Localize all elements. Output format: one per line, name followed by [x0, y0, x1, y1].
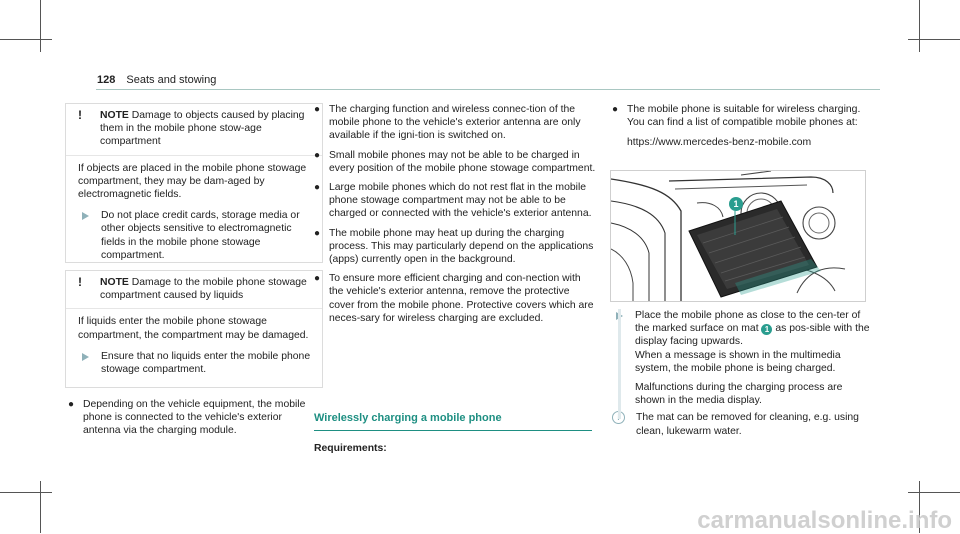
crop-mark: [908, 492, 960, 493]
header-rule: [96, 89, 880, 90]
crop-mark: [0, 39, 52, 40]
requirements-label: Requirements:: [314, 443, 387, 454]
crop-mark: [908, 39, 960, 40]
instruction-result: When a message is shown in the multimedia system, the mobile phone is being charged.: [635, 349, 841, 374]
instruction-block: [610, 309, 872, 438]
watermark: carmanualsonline.info: [697, 506, 952, 534]
bullet-icon: ●: [314, 227, 321, 239]
note-title: [100, 276, 314, 302]
bullet-icon: ●: [314, 273, 321, 285]
list-item: [314, 103, 596, 143]
instruction-bar: [618, 309, 621, 419]
list-item-text: To ensure more efficient charging and con-nection with the vehicle's exterior antenna, remove the protective cover from the mobile phone. Protective covers which are neces-sary for wireless charging are excluded.: [329, 273, 594, 324]
warning-icon: !: [78, 108, 82, 122]
section-title: Wirelessly charging a mobile phone: [314, 412, 502, 424]
note-text: If objects are placed in the mobile phone stowage compartment, they may be dam-aged by electromagnetic fields.: [78, 162, 307, 201]
section-rule: [314, 430, 592, 431]
console-illustration: [610, 170, 866, 302]
instruction-step: [610, 309, 872, 407]
bullet-icon: ●: [612, 104, 619, 115]
list-item-text: Large mobile phones which do not rest flat in the mobile phone stowage compartment may not be able to be charged or connected with the vehicle's exterior antenna.: [329, 182, 592, 220]
crop-mark: [40, 0, 41, 52]
step-arrow-icon: [82, 212, 89, 220]
bullet-icon: ●: [314, 182, 321, 194]
note-title-text: Damage to objects caused by placing them in the mobile phone stow-age compartment: [100, 110, 305, 148]
list-item: [314, 149, 596, 175]
note-title-text: Damage to the mobile phone stowage compartment caused by liquids: [100, 277, 307, 302]
crop-mark: [0, 492, 52, 493]
instruction-text-after: as pos-sible with the display facing upwards.: [635, 323, 870, 348]
crop-mark: [919, 0, 920, 52]
right-bullet-list: [612, 103, 874, 156]
list-item: [314, 227, 596, 267]
page-number: 128: [97, 74, 116, 86]
info-text: The mat can be removed for cleaning, e.g. using clean, lukewarm water.: [636, 412, 859, 437]
bullet-icon: ●: [314, 149, 321, 161]
list-item: [314, 181, 596, 221]
step-arrow-icon: [82, 353, 89, 361]
note-body: [66, 156, 322, 272]
note-step: [78, 209, 314, 262]
note-box-liquids: [65, 270, 323, 388]
bullet-icon: ●: [68, 399, 75, 410]
list-item-text: Small mobile phones may not be able to be charged in every position of the mobile phone stowage compartment.: [329, 149, 596, 174]
info-note: [610, 411, 872, 437]
middle-bullet-list: [314, 103, 596, 331]
left-bullet-list: [68, 398, 320, 444]
position-marker-1: 1: [761, 324, 772, 335]
position-marker-1: 1: [729, 197, 743, 211]
console-drawing: [611, 171, 865, 301]
list-item: [68, 398, 320, 438]
note-step-text: Do not place credit cards, storage media or other objects sensitive to electromagnetic fields in the mobile phone stowage compartment.: [101, 210, 300, 261]
list-item-text: The mobile phone may heat up during the charging process. This may particularly depend on the applications (apps) currently open in the background.: [329, 227, 594, 266]
crop-mark: [40, 481, 41, 533]
instruction-text: [635, 309, 872, 349]
page-header: [97, 74, 216, 87]
instruction-malfunction: Malfunctions during the charging process are shown in the media display.: [635, 382, 843, 407]
note-body: [66, 309, 322, 386]
note-label: NOTE: [100, 110, 129, 121]
warning-icon: !: [78, 275, 82, 289]
list-item-text: Depending on the vehicle equipment, the mobile phone is connected to the vehicle's exterior antenna via the charging module.: [83, 399, 306, 437]
bullet-icon: ●: [314, 104, 321, 115]
instruction-text-before: Place the mobile phone as close to the cen-ter of the marked surface on mat: [635, 310, 861, 335]
list-item: [314, 272, 596, 325]
note-header: [66, 271, 322, 309]
list-item-text: The charging function and wireless connec-tion of the mobile phone to the vehicle's exterior antenna are only available if the igni-tion is switched on.: [329, 104, 581, 142]
note-box-objects: [65, 103, 323, 263]
compatible-phones-link[interactable]: https://www.mercedes-benz-mobile.com: [627, 137, 812, 149]
page-header-title: Seats and stowing: [126, 74, 217, 86]
list-item-text: The mobile phone is suitable for wireless charging. You can find a list of compatible mobile phones at:: [627, 104, 861, 129]
note-label: NOTE: [100, 277, 129, 288]
list-item: [612, 103, 874, 150]
note-text: If liquids enter the mobile phone stowage compartment, the compartment may be damaged.: [78, 316, 309, 341]
note-step: [78, 350, 314, 376]
note-step-text: Ensure that no liquids enter the mobile phone stowage compartment.: [101, 350, 311, 376]
note-header: [66, 104, 322, 156]
note-title: [100, 109, 314, 149]
